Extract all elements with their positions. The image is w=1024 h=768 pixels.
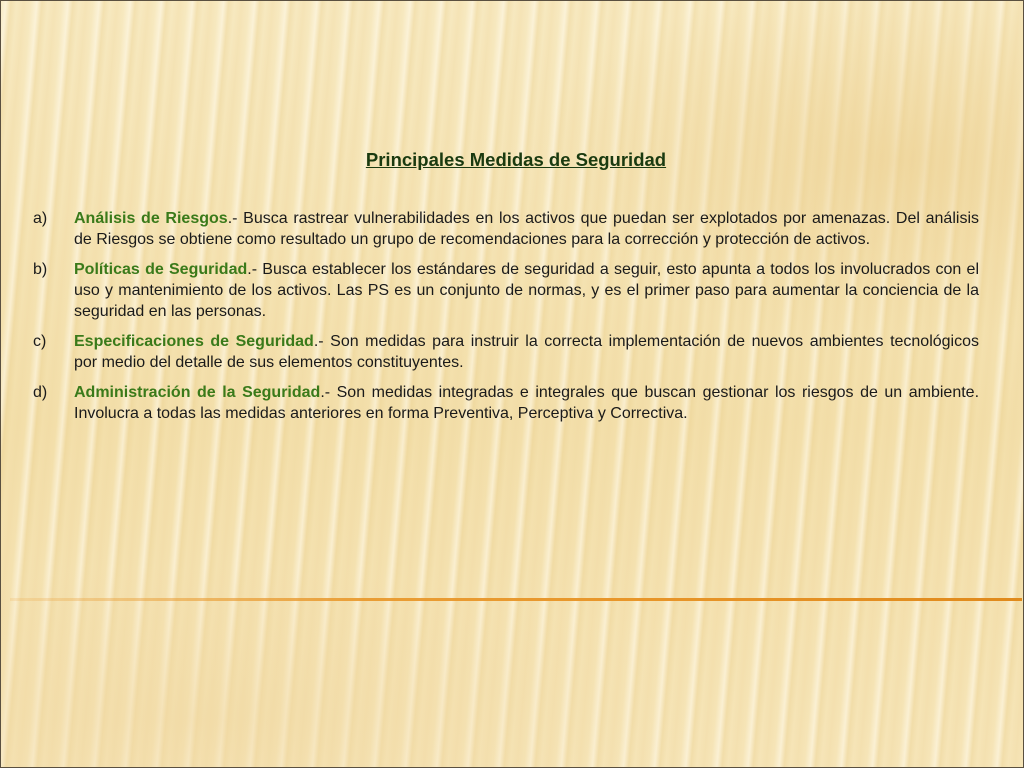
page-title: Principales Medidas de Seguridad xyxy=(365,149,667,170)
list-item-especificaciones-seguridad xyxy=(33,331,979,373)
list-item-description: .- Busca establecer los estándares de seguridad a seguir, esto apunta a todos los involucrados con el uso y mantenimiento de los activos. Las PS es un conjunto de normas, y es el primer paso para aumentar la conciencia de la seguridad en las personas. xyxy=(74,261,979,320)
list-item-text xyxy=(74,208,979,250)
list-item-description: .- Son medidas integradas e integrales que buscan gestionar los riesgos de un ambiente. Involucra a todas las medidas anteriores en forma Preventiva, Perceptiva y Correctiva. xyxy=(74,384,980,422)
list-item-letter: b) xyxy=(33,261,48,278)
list-item-administracion-seguridad xyxy=(33,382,979,424)
list-item-term: Administración de la Seguridad xyxy=(74,384,321,401)
list-item-text xyxy=(74,331,979,373)
list-item-politicas-seguridad xyxy=(33,259,979,322)
list-item-description: .- Busca rastrear vulnerabilidades en los activos que puedan ser explotados por amenazas. Del análisis de Riesgos se obtiene como resultado un grupo de recomendaciones para la corrección y protección de activos. xyxy=(74,210,979,248)
slide-content xyxy=(33,146,979,433)
list-item-term: Análisis de Riesgos xyxy=(74,210,228,227)
list-item-term: Especificaciones de Seguridad xyxy=(74,333,314,350)
orange-divider-line xyxy=(10,598,1022,601)
list-item-analisis-riesgos xyxy=(33,208,979,250)
list-item-text xyxy=(74,259,979,322)
list-item-letter: c) xyxy=(33,333,47,350)
list-item-term: Políticas de Seguridad xyxy=(74,261,248,278)
list-item-letter: a) xyxy=(33,210,48,227)
list-item-description: .- Son medidas para instruir la correcta implementación de nuevos ambientes tecnológicos por medio del detalle de sus elementos constituyentes. xyxy=(74,333,980,371)
list-item-letter: d) xyxy=(33,384,48,401)
list-item-text xyxy=(74,382,979,424)
measures-list xyxy=(33,208,979,424)
